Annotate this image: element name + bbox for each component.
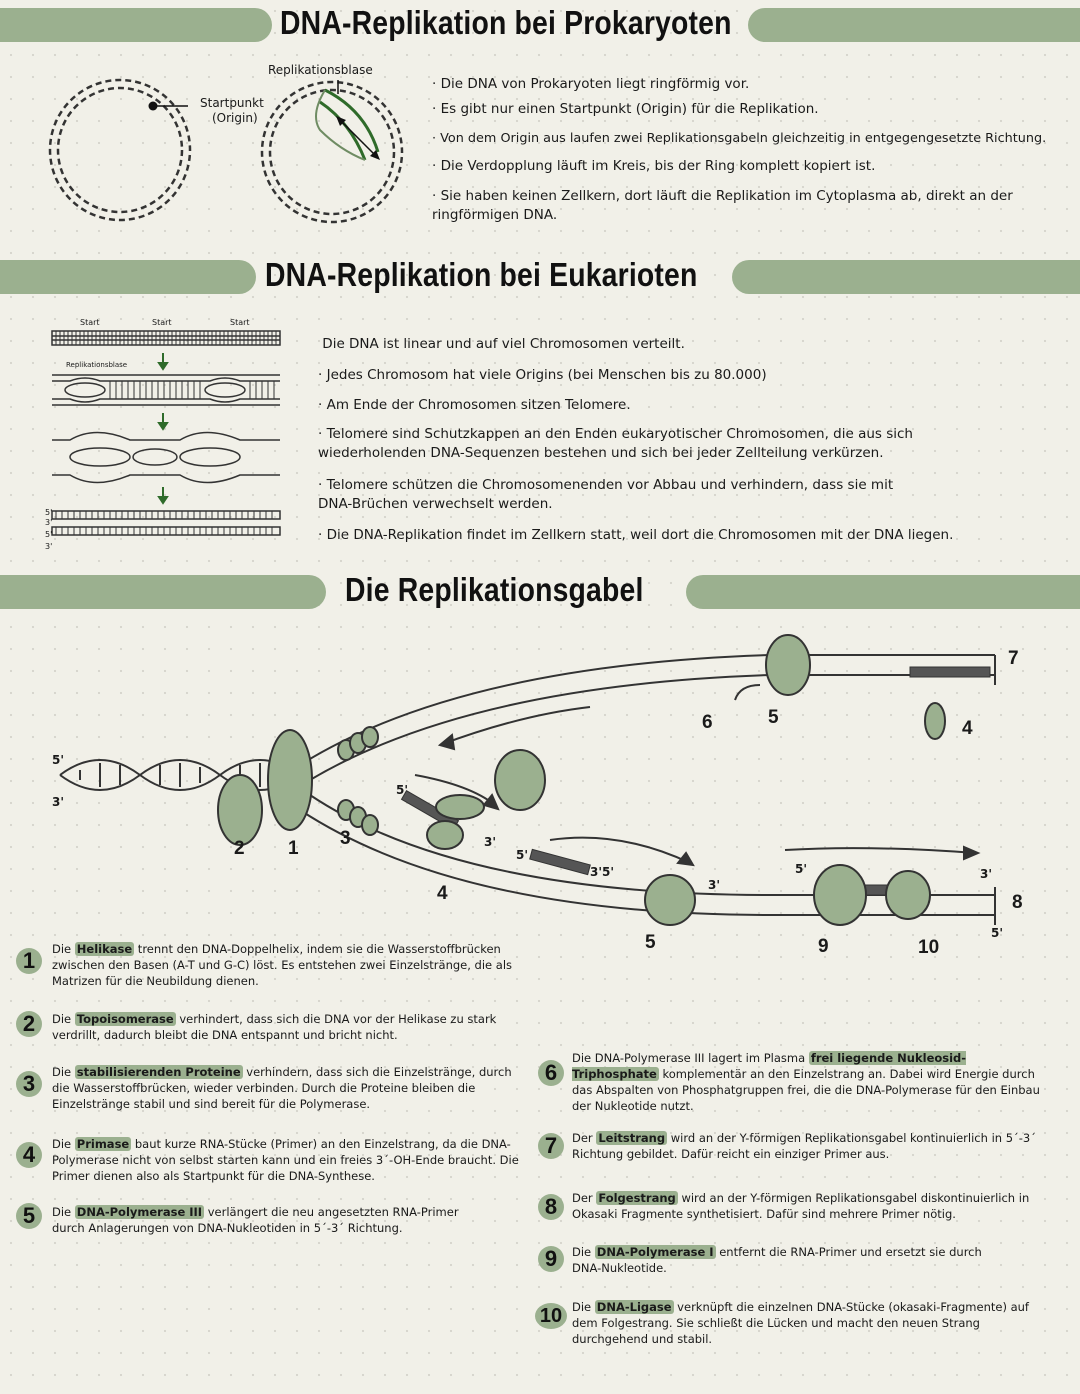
diagram-num-4: 4 — [437, 883, 448, 904]
prime-5-helix: 5' — [52, 753, 65, 767]
prok-bullet-4: · Die Verdopplung läuft im Kreis, bis der Ring komplett kopiert ist. — [432, 158, 876, 174]
start-label: Startpunkt — [200, 96, 264, 110]
linear-dna-figure — [50, 315, 310, 550]
bubble-label: Replikationsblase — [268, 63, 373, 77]
circular-dna-figure — [20, 60, 440, 230]
eukaryotes-title: DNA-Replikation bei Eukarioten — [265, 256, 698, 293]
euk-bullet-3: · Am Ende der Chromosomen sitzen Telomere. — [318, 397, 631, 413]
prime-3-right: 3' — [980, 867, 993, 881]
title-band-right-2 — [732, 260, 1080, 294]
step-badge-9: 9 — [538, 1246, 564, 1272]
prime-5-lower: 5' — [396, 783, 409, 797]
step-badge-7: 7 — [538, 1133, 564, 1159]
diagram-num-6: 6 — [702, 712, 713, 733]
prok-bullet-1: · Die DNA von Prokaryoten liegt ringförmig vor. — [432, 76, 750, 92]
step-badge-1: 1 — [16, 948, 42, 974]
prokaryotes-title: DNA-Replikation bei Prokaryoten — [280, 4, 732, 41]
step-text-2: Die Topoisomerase verhindert, dass sich die DNA vor der Helikase zu stark verdrillt, dadurch bleibt die DNA entspannt und bricht nicht. — [52, 1012, 497, 1042]
step-badge-8: 8 — [538, 1194, 564, 1220]
euk-bullet-4: · Telomere sind Schutzkappen an den Enden eukaryotischer Chromosomen, die aus sich wiederholenden DNA-Sequenzen bestehen und sich bei jeder Zellteilung verkürzen. — [318, 426, 913, 461]
euk-bullet-5: · Telomere schützen die Chromosomenenden vor Abbau und verhindern, dass sie mit DNA-Brüchen verwechselt werden. — [318, 477, 894, 512]
diagram-num-8: 8 — [1012, 892, 1023, 913]
step-text-9: Die DNA-Polymerase I entfernt die RNA-Primer und ersetzt sie durch DNA-Nukleotide. — [572, 1245, 982, 1275]
title-band-left — [0, 8, 272, 42]
euk-start-1: Start — [80, 318, 100, 327]
prime-35-lower: 3'5' — [590, 865, 615, 879]
prok-bullet-2: · Es gibt nur einen Startpunkt (Origin) für die Replikation. — [432, 101, 819, 117]
step-text-6: Die DNA-Polymerase III lagert im Plasma frei liegende Nukleosid-Triphosphate komplementär an den Einzelstrang an. Dabei wird Energie durch das Abspalten von Phosphatgruppen frei, die die DNA-Polymerase für den Einbau der Nukleotide nutzt. — [572, 1051, 1040, 1113]
fork-title: Die Replikationsgabel — [345, 571, 644, 608]
diagram-num-2: 2 — [234, 838, 245, 859]
euk-3prime-top: 3' — [45, 518, 53, 527]
prime-3-mid: 3' — [708, 878, 721, 892]
prime-5-lower-2: 5' — [516, 848, 529, 862]
title-band-right — [748, 8, 1080, 42]
step-text-8: Der Folgestrang wird an der Y-förmigen Replikationsgabel diskontinuierlich in Okasaki Fragmente synthetisiert. Dafür sind mehrere Primer nötig. — [572, 1191, 1030, 1221]
step-text-1: Die Helikase trennt den DNA-Doppelhelix, indem sie die Wasserstoffbrücken zwischen den Basen (A-T und G-C) löst. Es entstehen zwei Einzelstränge, die als Matrizen für die Neubildung dienen. — [52, 942, 513, 988]
step-text-10: Die DNA-Ligase verknüpft die einzelnen DNA-Stücke (okasaki-Fragmente) auf dem Folgestrang. Sie schließt die Lücken und macht den neuen Strang durchgehend und stabil. — [572, 1300, 1029, 1346]
title-band-right-3 — [686, 575, 1080, 609]
prime-5-right: 5' — [795, 862, 808, 876]
prok-bullet-3: · Von dem Origin aus laufen zwei Replikationsgabeln gleichzeitig in entgegengesetzte Richtung. — [432, 131, 1047, 146]
step-badge-5: 5 — [16, 1203, 42, 1229]
prok-bullet-5: · Sie haben keinen Zellkern, dort läuft die Replikation im Cytoplasma ab, direkt an der ringförmigen DNA. — [432, 188, 1013, 223]
prime-5-right-bottom: 5' — [991, 926, 1004, 940]
euk-start-3: Start — [230, 318, 250, 327]
euk-5prime-top: 5' — [45, 508, 53, 517]
euk-bubble-label: Replikationsblase — [66, 361, 128, 369]
step-badge-6: 6 — [538, 1060, 564, 1086]
diagram-num-1: 1 — [288, 838, 299, 859]
step-text-7: Der Leitstrang wird an der Y-förmigen Replikationsgabel kontinuierlich in 5´-3´ Richtung gebildet. Dafür reicht ein einziger Primer aus. — [572, 1131, 1036, 1161]
step-badge-3: 3 — [16, 1071, 42, 1097]
prime-3-helix: 3' — [52, 795, 65, 809]
title-band-left-3 — [0, 575, 326, 609]
title-band-left-2 — [0, 260, 256, 294]
euk-bullet-2: · Jedes Chromosom hat viele Origins (bei Menschen bis zu 80.000) — [318, 367, 767, 383]
step-badge-10: 10 — [535, 1303, 567, 1329]
diagram-num-3: 3 — [340, 828, 351, 849]
step-badge-4: 4 — [16, 1142, 42, 1168]
diagram-num-5: 5 — [645, 932, 656, 953]
step-text-5: Die DNA-Polymerase III verlängert die neu angesetzten RNA-Primer durch Anlagerungen von DNA-Nukleotiden in 5´-3´ Richtung. — [52, 1205, 459, 1235]
euk-bullet-1: Die DNA ist linear und auf viel Chromosomen verteilt. — [322, 336, 685, 352]
step-text-4: Die Primase baut kurze RNA-Stücke (Primer) an den Einzelstrang, da die DNA-Polymerase nicht von selbst starten kann und ein freies 3´-OH-Ende braucht. Die Primer dienen also als Startpunkt für die DNA-Synthese. — [52, 1137, 519, 1183]
origin-label: (Origin) — [212, 111, 258, 125]
prime-3-lower: 3' — [484, 835, 497, 849]
euk-3prime-bottom: 3' — [45, 542, 53, 551]
diagram-num-5b: 5 — [768, 707, 779, 728]
euk-5prime-bottom: 5' — [45, 530, 53, 539]
euk-bullet-6: · Die DNA-Replikation findet im Zellkern statt, weil dort die Chromosomen mit der DNA liegen. — [318, 527, 954, 543]
euk-start-2: Start — [152, 318, 172, 327]
step-text-3: Die stabilisierenden Proteine verhindern, dass sich die Einzelstränge, durch die Wasserstoffbrücken, wieder verbinden. Durch die Proteine bleiben die Einzelstränge stabil und sind bereit für die Polymerase. — [52, 1065, 512, 1111]
diagram-num-4b: 4 — [962, 718, 973, 739]
diagram-num-10: 10 — [918, 937, 940, 958]
replication-fork-diagram — [40, 625, 1040, 955]
diagram-num-7: 7 — [1008, 648, 1019, 669]
diagram-num-9: 9 — [818, 936, 829, 957]
step-badge-2: 2 — [16, 1011, 42, 1037]
